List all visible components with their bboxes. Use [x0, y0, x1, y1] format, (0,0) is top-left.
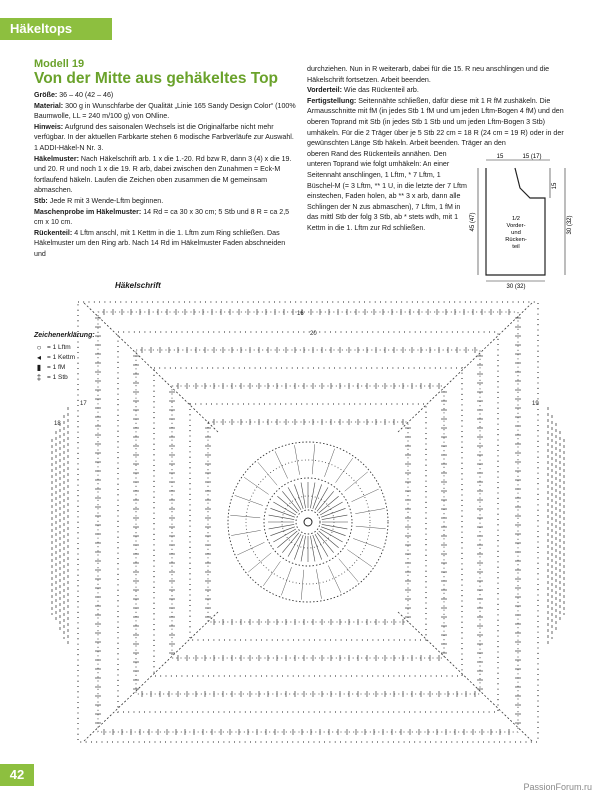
center-ring [304, 518, 312, 526]
size-paragraph [34, 90, 296, 101]
radial-stitch [230, 515, 260, 518]
stb-value: Jede R mit 3 Wende-Lftm beginnen. [47, 196, 164, 205]
chain-icon: ○ [36, 343, 42, 352]
watermark: PassionForum.ru [523, 782, 592, 792]
legend-item [34, 343, 95, 353]
radial-stitch [237, 542, 264, 555]
row-label: 16 [297, 311, 304, 317]
chart-title: Häkelschrift [115, 281, 161, 290]
schematic-center-line: teil [512, 244, 520, 250]
gauge-paragraph [34, 207, 296, 228]
hint-paragraph [34, 122, 296, 143]
center-round [246, 460, 370, 584]
radial-stitch [356, 526, 386, 529]
back-paragraph [34, 228, 296, 260]
legend-item [34, 363, 95, 373]
chart-round [172, 386, 444, 658]
schematic-center-line: 1/2 [511, 216, 521, 222]
legend-item [34, 353, 95, 363]
row-label: 17 [80, 401, 87, 407]
radial-stitch [248, 553, 271, 572]
hook-paragraph: 1 ADDI-Häkel-N Nr. 3. [34, 143, 104, 152]
corner-increase-line [398, 302, 533, 432]
gauge-label: Maschenprobe im Häkelmuster: [34, 207, 142, 216]
finish-narrow-paragraph: oberen Rand des Rückenteils annähen. Den unteren Toprand wie folgt umhäkeln: An einer Seitennaht anschlingen, 1 Lftm, * 7 Lftm, 1 Büschel-M (= 3 Lftm, ** 1 U, in die letzte der 7 Lftm einstechen, Faden holen, ab ** 3 x arb, dann alle Schlingen der N zus abmaschen), 7 Lftm, 1 fM in das mittl Stb der folg 3 Stb, ab * stets wdh, mit 1 Kettm in die 1. Lftm zur Rd schließen. [307, 149, 467, 232]
radial-stitch [301, 570, 304, 600]
radial-stitch [353, 538, 381, 548]
garment-schematic [470, 150, 580, 290]
chart-round [208, 422, 408, 622]
double-crochet-icon: ‡ [36, 373, 42, 382]
pattern-label: Häkelmuster: [34, 154, 79, 163]
radial-stitch [339, 559, 358, 582]
pattern-paragraph [34, 154, 296, 196]
instructions-left-column [34, 90, 296, 260]
dim-right-upper: 15 [552, 182, 558, 190]
front-label: Vorderteil: [307, 86, 342, 95]
radial-stitch [275, 451, 288, 478]
radial-stitch [347, 550, 372, 567]
single-crochet-icon: ▮ [36, 363, 42, 372]
size-label: Größe: [34, 91, 58, 99]
legend-label: = 1 Lftm [47, 344, 71, 351]
slip-stitch-icon: ◂ [36, 353, 41, 362]
legend-item [34, 373, 95, 383]
dim-left: 45 (47) [470, 212, 476, 232]
size-value: 36 – 40 (42 – 46) [57, 91, 114, 99]
chart-round [154, 368, 462, 676]
stb-paragraph [34, 196, 296, 207]
radial-stitch [352, 489, 379, 502]
dim-top-right: 15 (17) [522, 154, 542, 160]
chart-round [190, 404, 426, 640]
dim-bottom: 30 (32) [506, 284, 526, 290]
material-label: Material: [34, 101, 64, 110]
finish-paragraph [307, 96, 569, 149]
dim-right-outer: 30 (32) [567, 215, 573, 235]
hint-label: Hinweis: [34, 122, 64, 131]
corner-increase-line [398, 612, 533, 742]
page-title: Von der Mitte aus gehäkeltes Top [34, 70, 279, 87]
continuation-paragraph: durchziehen. Nun in R weiterarb, dabei für die 15. R neu anschlingen und die Häkelschrift fortsetzen. Arbeit beenden. [307, 65, 550, 84]
hint-value: Aufgrund des saisonalen Wechsels ist die Originalfarbe nicht mehr verfügbar. In der aktuellen Farbkarte stehen 6 modische Farbverläufe zur Auswahl. [34, 122, 294, 142]
center-round [296, 510, 320, 534]
radial-stitch [235, 495, 263, 505]
crochet-chart [32, 287, 580, 759]
back-label: Rückenteil: [34, 228, 73, 237]
material-paragraph [34, 101, 296, 122]
gauge-value: 14 Rd = ca 30 x 30 cm; 5 Stb und 8 R = ca 2,5 cm x 10 cm. [34, 207, 290, 227]
legend-label: = 1 fM [47, 364, 66, 371]
material-value: 300 g in Wunschfarbe der Qualität „Linie 165 Sandy Design Color“ (100% Baumwolle, LL = 240 m/100 g) von ONline. [34, 101, 296, 121]
legend [34, 331, 95, 383]
schematic-center-line: Rücken- [505, 237, 527, 243]
legend-label: = 1 Kettm [47, 354, 75, 361]
radial-stitch [281, 567, 291, 595]
radial-stitch [263, 561, 280, 586]
finish-value: Seitennähte schließen, dafür diese mit 1 R fM zushäkeln. Die Armausschnitte mit fM (in jedes Stb 1 fM und um jeden Lftm-Bogen 4 fM) und den oberen Toprand mit Stb (in jedes Stb 1 Stb und um jeden Lftm-Bogen 3 Stb) umhäkeln. Für die 2 Träger über je 5 Stb 22 cm = 18 R (24 cm = 19 R) oder in der gewünschten Länge Stb häkeln. Arbeit beenden. Träger an den [307, 96, 564, 148]
center-round [228, 442, 388, 602]
radial-stitch [294, 445, 299, 475]
front-value: Wie das Rückenteil arb. [341, 86, 419, 95]
dim-top-left: 15 [496, 154, 504, 160]
radial-stitch [316, 569, 321, 599]
stb-label: Stb: [34, 196, 48, 205]
schematic-center-line: Vorder- [506, 223, 526, 229]
corner-increase-line [83, 302, 218, 432]
radial-stitch [336, 458, 353, 483]
row-label: 20 [310, 331, 317, 337]
chart-round [136, 350, 480, 694]
legend-title: Zeichenerklärung: [34, 332, 95, 339]
chart-round [118, 332, 498, 712]
radial-stitch [231, 530, 261, 535]
section-tab: Häkeltops [0, 18, 112, 40]
legend-label: = 1 Stb [47, 374, 68, 381]
schematic-center-label [505, 216, 527, 250]
radial-stitch [345, 472, 368, 491]
radial-stitch [328, 566, 341, 593]
chart-round [98, 312, 518, 732]
page-number: 42 [0, 764, 34, 786]
model-label: Modell 19 [34, 58, 85, 70]
radial-stitch [355, 508, 385, 513]
radial-stitch [312, 444, 315, 474]
row-label: 18 [54, 421, 61, 427]
back-value: 4 Lftm anschl, mit 1 Kettm in die 1. Lftm zum Ring schließen. Das Häkelmuster um den Ring arb. Nach 14 Rd im Häkelmuster Faden abschneiden und [34, 228, 286, 258]
corner-increase-line [83, 612, 218, 742]
pattern-value: Nach Häkelschrift arb. 1 x die 1.-20. Rd bzw R, dann 3 (4) x die 19. und 20. R und noch 1 x die 19. R arb, dabei zwischen den Zunahmen = Eck-M fortlaufend häkeln. Laufen die Zeichen oben zusammen die M gemeinsam abmaschen. [34, 154, 292, 195]
finish-label: Fertigstellung: [307, 96, 357, 105]
front-paragraph [307, 85, 569, 96]
radial-stitch [244, 477, 269, 494]
schematic-center-line: und [511, 230, 521, 236]
row-label: 19 [532, 401, 539, 407]
